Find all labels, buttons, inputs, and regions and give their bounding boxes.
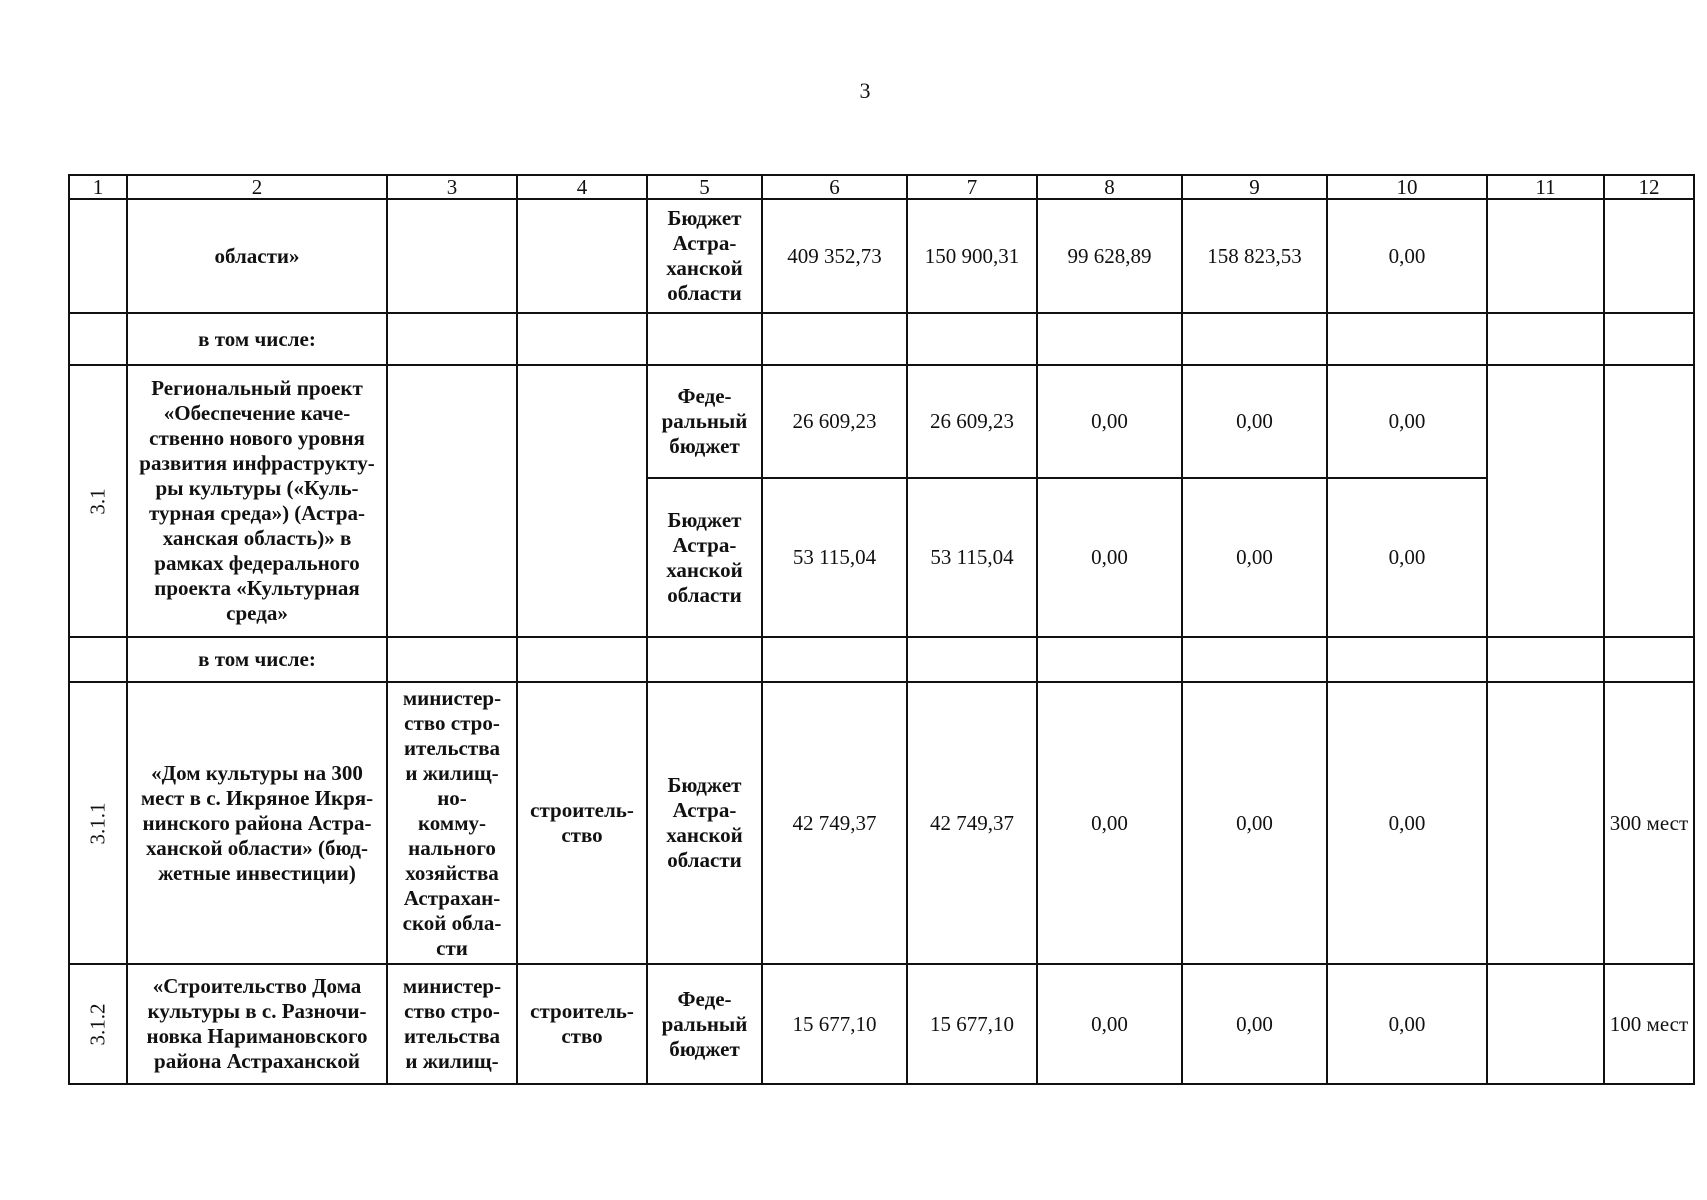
empty-cell — [1037, 313, 1182, 365]
empty-cell — [762, 313, 907, 365]
value-year-3: 0,00 — [1182, 682, 1327, 964]
empty-cell — [387, 637, 517, 682]
empty-cell — [647, 313, 762, 365]
table-row — [69, 682, 1694, 964]
funding-source: Феде- ральный бюджет — [647, 964, 762, 1084]
value-year-4: 0,00 — [1327, 964, 1487, 1084]
value-year-1: 15 677,10 — [907, 964, 1037, 1084]
empty-cell — [907, 313, 1037, 365]
empty-cell — [1487, 365, 1604, 637]
empty-cell — [1182, 637, 1327, 682]
column-number: 1 — [69, 175, 127, 199]
empty-cell — [1604, 199, 1694, 313]
capacity-result: 300 мест — [1604, 682, 1694, 964]
value-year-3: 0,00 — [1182, 964, 1327, 1084]
value-total: 53 115,04 — [762, 478, 907, 637]
empty-cell — [1037, 637, 1182, 682]
value-year-4: 0,00 — [1327, 682, 1487, 964]
empty-cell — [1604, 365, 1694, 637]
empty-cell — [517, 637, 647, 682]
subtotal-label-row — [69, 313, 1694, 365]
row-description: «Дом культуры на 300 мест в с. Икряное Икря- нинского района Астра- ханской области» (бюд- жетные инвестиции) — [127, 682, 387, 964]
empty-cell — [1182, 313, 1327, 365]
value-total: 42 749,37 — [762, 682, 907, 964]
work-type-cell — [517, 365, 647, 637]
empty-cell — [1487, 682, 1604, 964]
value-year-2: 0,00 — [1037, 682, 1182, 964]
empty-cell — [1327, 637, 1487, 682]
column-number: 7 — [907, 175, 1037, 199]
table-row — [69, 964, 1694, 1084]
funding-source: Бюджет Астра- ханской области — [647, 199, 762, 313]
executor-cell: министер- ство стро- ительства и жилищ- — [387, 964, 517, 1084]
empty-cell — [1487, 637, 1604, 682]
including-label: в том числе: — [127, 637, 387, 682]
work-type-cell — [517, 199, 647, 313]
row-number: 3.1.1 — [69, 682, 127, 964]
empty-cell — [69, 313, 127, 365]
row-description: Региональный проект «Обеспечение каче- ственно нового уровня развития инфраструкту- ры культуры («Куль- турная среда») (Астра- ханская область)» в рамках федерального проекта «Культурная среда» — [127, 365, 387, 637]
value-year-3: 0,00 — [1182, 365, 1327, 478]
funding-source: Феде- ральный бюджет — [647, 365, 762, 478]
empty-cell — [1327, 313, 1487, 365]
funding-source: Бюджет Астра- ханской области — [647, 478, 762, 637]
empty-cell — [1487, 964, 1604, 1084]
value-year-1: 53 115,04 — [907, 478, 1037, 637]
empty-cell — [517, 313, 647, 365]
column-number: 5 — [647, 175, 762, 199]
row-description: «Строительство Дома культуры в с. Разночи- новка Наримановского района Астраханской — [127, 964, 387, 1084]
column-number: 11 — [1487, 175, 1604, 199]
table-row — [69, 365, 1694, 478]
empty-cell — [1604, 637, 1694, 682]
page-number: 3 — [859, 78, 871, 103]
empty-cell — [647, 637, 762, 682]
value-year-2: 0,00 — [1037, 964, 1182, 1084]
value-year-4: 0,00 — [1327, 478, 1487, 637]
empty-cell — [1487, 313, 1604, 365]
row-description: области» — [127, 199, 387, 313]
empty-cell — [1604, 313, 1694, 365]
row-number: 3.1.2 — [69, 964, 127, 1084]
value-total: 26 609,23 — [762, 365, 907, 478]
value-year-2: 0,00 — [1037, 478, 1182, 637]
column-number: 3 — [387, 175, 517, 199]
value-year-2: 0,00 — [1037, 365, 1182, 478]
subtotal-label-row — [69, 637, 1694, 682]
value-year-1: 42 749,37 — [907, 682, 1037, 964]
value-year-1: 150 900,31 — [907, 199, 1037, 313]
column-number: 4 — [517, 175, 647, 199]
including-label: в том числе: — [127, 313, 387, 365]
budget-table — [68, 174, 1695, 1085]
column-number: 2 — [127, 175, 387, 199]
empty-cell — [762, 637, 907, 682]
column-number: 9 — [1182, 175, 1327, 199]
empty-cell — [69, 637, 127, 682]
value-year-1: 26 609,23 — [907, 365, 1037, 478]
column-number-row — [69, 175, 1694, 199]
executor-cell — [387, 365, 517, 637]
value-total: 15 677,10 — [762, 964, 907, 1084]
work-type-cell: строитель- ство — [517, 964, 647, 1084]
value-year-4: 0,00 — [1327, 199, 1487, 313]
work-type-cell: строитель- ство — [517, 682, 647, 964]
executor-cell — [387, 199, 517, 313]
empty-cell — [387, 313, 517, 365]
column-number: 6 — [762, 175, 907, 199]
empty-cell — [1487, 199, 1604, 313]
row-number — [69, 199, 127, 313]
executor-cell: министер- ство стро- ительства и жилищ- но- комму- нального хозяйства Астрахан- ской обла- сти — [387, 682, 517, 964]
column-number: 12 — [1604, 175, 1694, 199]
value-year-3: 158 823,53 — [1182, 199, 1327, 313]
empty-cell — [907, 637, 1037, 682]
column-number: 10 — [1327, 175, 1487, 199]
table-row — [69, 199, 1694, 313]
row-number: 3.1 — [69, 365, 127, 637]
value-year-4: 0,00 — [1327, 365, 1487, 478]
column-number: 8 — [1037, 175, 1182, 199]
value-total: 409 352,73 — [762, 199, 907, 313]
value-year-2: 99 628,89 — [1037, 199, 1182, 313]
value-year-3: 0,00 — [1182, 478, 1327, 637]
funding-source: Бюджет Астра- ханской области — [647, 682, 762, 964]
capacity-result: 100 мест — [1604, 964, 1694, 1084]
